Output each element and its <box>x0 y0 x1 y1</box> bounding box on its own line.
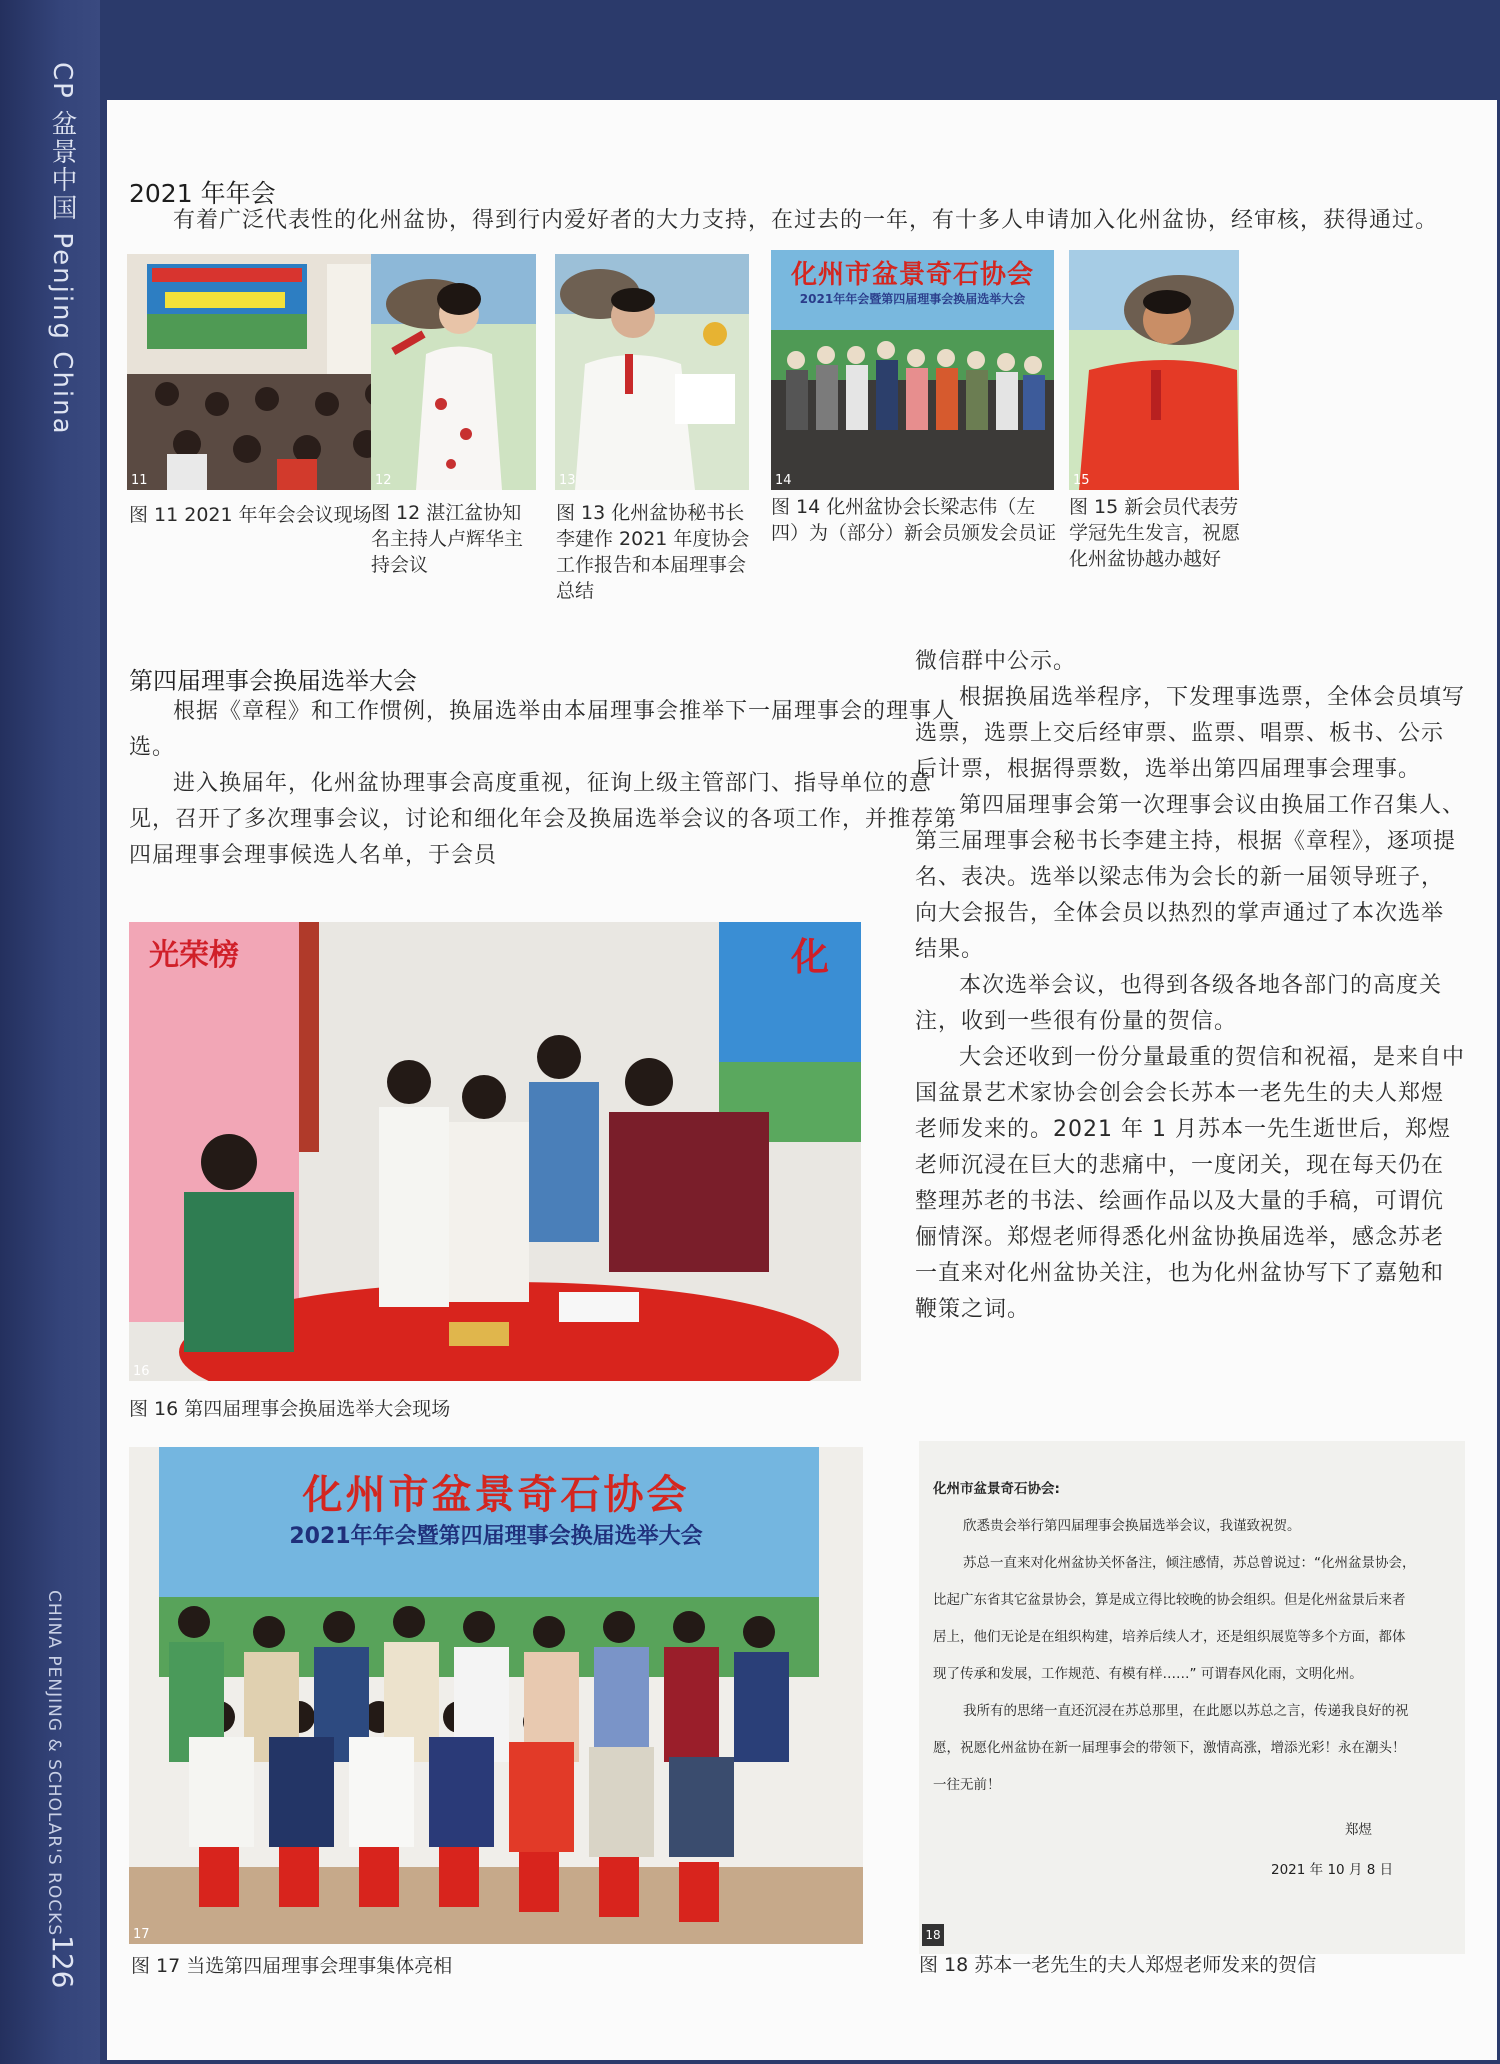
caption-photo-18: 图 18 苏本一老先生的夫人郑煜老师发来的贺信 <box>919 1954 1317 1976</box>
banner-title: 化州市盆景奇石协会 <box>790 260 1034 290</box>
magazine-subtitle-vertical: CHINA PENJING & SCHOLAR'S ROCKS <box>44 1590 64 1937</box>
photo-17-group-photo <box>129 1447 863 1944</box>
caption-photo-16: 图 16 第四届理事会换届选举大会现场 <box>129 1398 451 1420</box>
page-number: 126 <box>46 1935 79 1989</box>
right-paragraph-4: 本次选举会议，也得到各级各地各部门的高度关注，收到一些很有份量的贺信。 <box>915 973 1443 1034</box>
magazine-title-vertical: CP 盆景中国 Penjing China <box>47 62 77 436</box>
photo-number: 15 <box>1073 473 1090 488</box>
caption-photo-17: 图 17 当选第四届理事会理事集体亮相 <box>131 1955 453 1977</box>
caption-photo-12: 图 12 湛江盆协知名主持人卢辉华主持会议 <box>371 502 524 576</box>
right-paragraph-5: 大会还收到一份分量最重的贺信和祝福，是来自中国盆景艺术家协会创会会长苏本一老先生的夫人郑煜老师发来的。2021 年 1 月苏本一先生逝世后，郑煜老师沉浸在巨大的悲痛中，一度闭关，现在每天仍在整理苏老的书法、绘画作品以及大量的手稿，可谓伉俪情深。郑煜老师得悉化州盆协换届选举，感念苏老一直来对化州盆协关注，也为化州盆协写下了嘉勉和鞭策之词。 <box>915 1045 1466 1322</box>
photo-13-secretary-report <box>555 254 749 490</box>
right-paragraph-2: 根据换届选举程序，下发理事选票，全体会员填写选票，选票上交后经审票、监票、唱票、板书、公示后计票，根据得票数，选举出第四届理事会理事。 <box>915 685 1466 782</box>
photo-number: 14 <box>775 473 792 488</box>
banner-subtitle: 2021年年会暨第四届理事会换届选举大会 <box>289 1524 703 1549</box>
section-heading-election: 第四届理事会换届选举大会 <box>129 667 417 695</box>
caption-photo-11: 图 11 2021 年年会会议现场 <box>129 504 372 526</box>
caption-photo-14: 图 14 化州盆协会长梁志伟（左四）为（部分）新会员颁发会员证 <box>771 496 1057 544</box>
section-heading-annual-meeting: 2021 年年会 <box>129 179 276 208</box>
magazine-page <box>107 100 1497 2060</box>
intro-paragraph: 有着广泛代表性的化州盆协，得到行内爱好者的大力支持，在过去的一年，有十多人申请加入化州盆协，经审核，获得通过。 <box>173 208 1439 233</box>
photo-15-new-member-speech <box>1069 250 1239 490</box>
banner-fragment: 化 <box>791 935 830 979</box>
letter-line-5: 现了传承和发展，工作规范、有模有样……” 可谓春风化雨，文明化州。 <box>933 1666 1363 1682</box>
banner-title: 化州市盆景奇石协会 <box>302 1472 690 1518</box>
caption-photo-15: 图 15 新会员代表劳学冠先生发言，祝愿化州盆协越办越好 <box>1069 496 1241 570</box>
photo-12-host <box>371 254 536 490</box>
photo-number: 18 <box>922 1924 944 1946</box>
letter-line-6: 我所有的思绪一直还沉浸在苏总那里，在此愿以苏总之言，传递我良好的祝 <box>963 1703 1409 1719</box>
letter-salutation: 化州市盆景奇石协会: <box>933 1481 1060 1497</box>
letter-line-1: 欣悉贵会举行第四届理事会换届选举会议，我谨致祝贺。 <box>963 1518 1301 1534</box>
letter-date: 2021 年 10 月 8 日 <box>1271 1862 1394 1878</box>
photo-number: 12 <box>375 473 392 488</box>
congratulation-letter <box>919 1441 1465 1954</box>
letter-line-2: 苏总一直来对化州盆协关怀备注，倾注感情，苏总曾说过：“化州盆景协会， <box>963 1555 1416 1571</box>
photo-number: 13 <box>559 473 576 488</box>
caption-photo-13: 图 13 化州盆协秘书长李建作 2021 年度协会工作报告和本届理事会总结 <box>556 502 750 602</box>
right-paragraph-1: 微信群中公示。 <box>915 649 1077 674</box>
letter-line-4: 居上，他们无论是在组织构建，培养后续人才，还是组织展览等多个方面，都体 <box>933 1629 1406 1645</box>
banner-subtitle: 2021年年会暨第四届理事会换届选举大会 <box>799 292 1026 306</box>
honor-board-title: 光荣榜 <box>149 938 239 973</box>
photo-number: 17 <box>133 1927 150 1942</box>
photo-16-election-scene <box>129 922 861 1381</box>
election-paragraph-1: 根据《章程》和工作惯例，换届选举由本届理事会推举下一届理事会的理事人选。 <box>129 699 956 760</box>
letter-line-3: 比起广东省其它盆景协会，算是成立得比较晚的协会组织。但是化州盆景后来者 <box>933 1592 1406 1608</box>
letter-signature: 郑煜 <box>1345 1822 1372 1838</box>
letter-line-7: 愿，祝愿化州盆协在新一届理事会的带领下，激情高涨，增添光彩！永在潮头！ <box>933 1740 1406 1756</box>
right-paragraph-3: 第四届理事会第一次理事会议由换届工作召集人、第三届理事会秘书长李建主持，根据《章程》，逐项提名、表决。选举以梁志伟为会长的新一届领导班子，向大会报告，全体会员以热烈的掌声通过了本次选举结果。 <box>915 793 1466 962</box>
right-column-text <box>915 644 1465 1328</box>
magazine-spine <box>0 0 100 2064</box>
photo-14-certificates <box>771 250 1054 490</box>
election-paragraph-2: 进入换届年，化州盆协理事会高度重视，征询上级主管部门、指导单位的意见，召开了多次理事会议，讨论和细化年会及换届选举会议的各项工作，并推荐第四届理事会理事候选人名单，于会员 <box>129 771 958 868</box>
letter-line-8: 一往无前！ <box>933 1777 1001 1793</box>
photo-number: 11 <box>131 473 148 488</box>
photo-number: 16 <box>133 1364 150 1379</box>
